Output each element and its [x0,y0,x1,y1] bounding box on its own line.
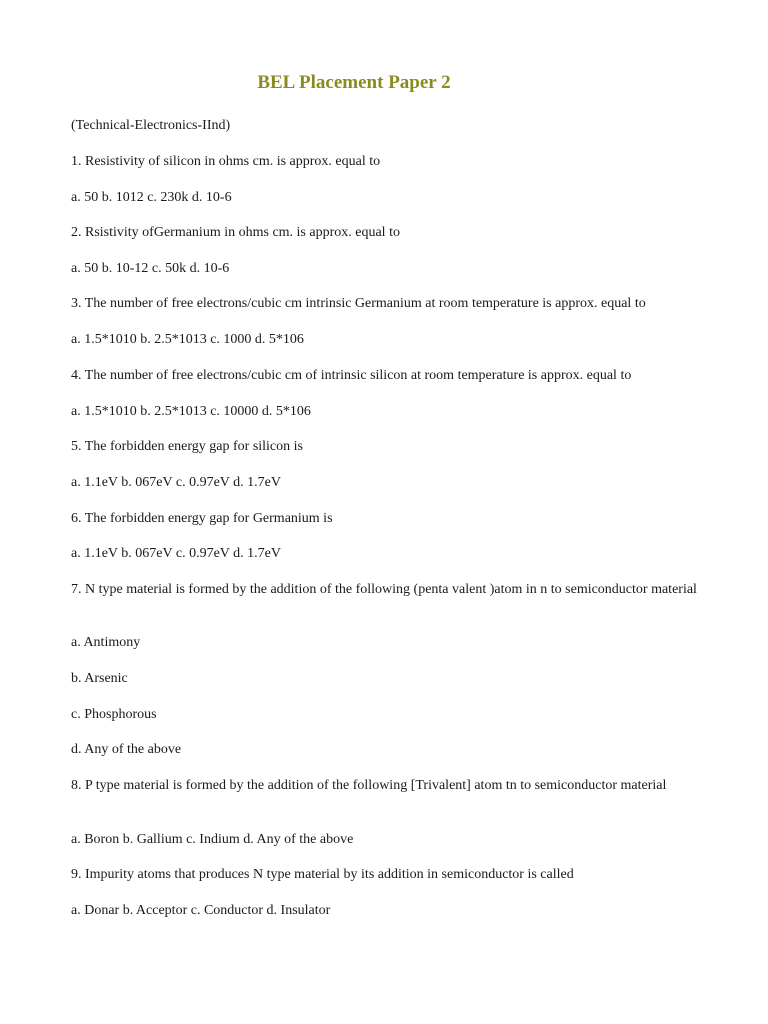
options-1: a. 50 b. 1012 c. 230k d. 10-6 [71,190,232,205]
question-8: 8. P type material is formed by the addition of the following [Trivalent] atom tn to semiconductor material [71,778,667,793]
question-5: 5. The forbidden energy gap for silicon is [71,439,303,454]
options-9: a. Donar b. Acceptor c. Conductor d. Insulator [71,903,331,918]
question-4: 4. The number of free electrons/cubic cm of intrinsic silicon at room temperature is approx. equal to [71,368,632,383]
options-6: a. 1.1eV b. 067eV c. 0.97eV d. 1.7eV [71,546,281,561]
option-7d: d. Any of the above [71,742,182,757]
question-3: 3. The number of free electrons/cubic cm intrinsic Germanium at room temperature is approx. equal to [71,296,646,311]
option-7a: a. Antimony [71,635,141,650]
question-2: 2. Rsistivity ofGermanium in ohms cm. is approx. equal to [71,225,400,240]
options-5: a. 1.1eV b. 067eV c. 0.97eV d. 1.7eV [71,475,281,490]
options-8: a. Boron b. Gallium c. Indium d. Any of the above [71,832,354,847]
options-4: a. 1.5*1010 b. 2.5*1013 c. 10000 d. 5*106 [71,404,311,419]
options-3: a. 1.5*1010 b. 2.5*1013 c. 1000 d. 5*106 [71,332,304,347]
option-7c: c. Phosphorous [71,707,157,722]
document-subtitle: (Technical-Electronics-IInd) [71,118,231,133]
options-2: a. 50 b. 10-12 c. 50k d. 10-6 [71,261,230,276]
question-9: 9. Impurity atoms that produces N type material by its addition in semiconductor is called [71,867,574,882]
option-7b: b. Arsenic [71,671,128,686]
page-title: BEL Placement Paper 2 [257,72,451,93]
question-7: 7. N type material is formed by the addition of the following (penta valent )atom in n to semiconductor material [71,582,697,597]
question-6: 6. The forbidden energy gap for Germanium is [71,511,333,526]
question-1: 1. Resistivity of silicon in ohms cm. is approx. equal to [71,154,381,169]
